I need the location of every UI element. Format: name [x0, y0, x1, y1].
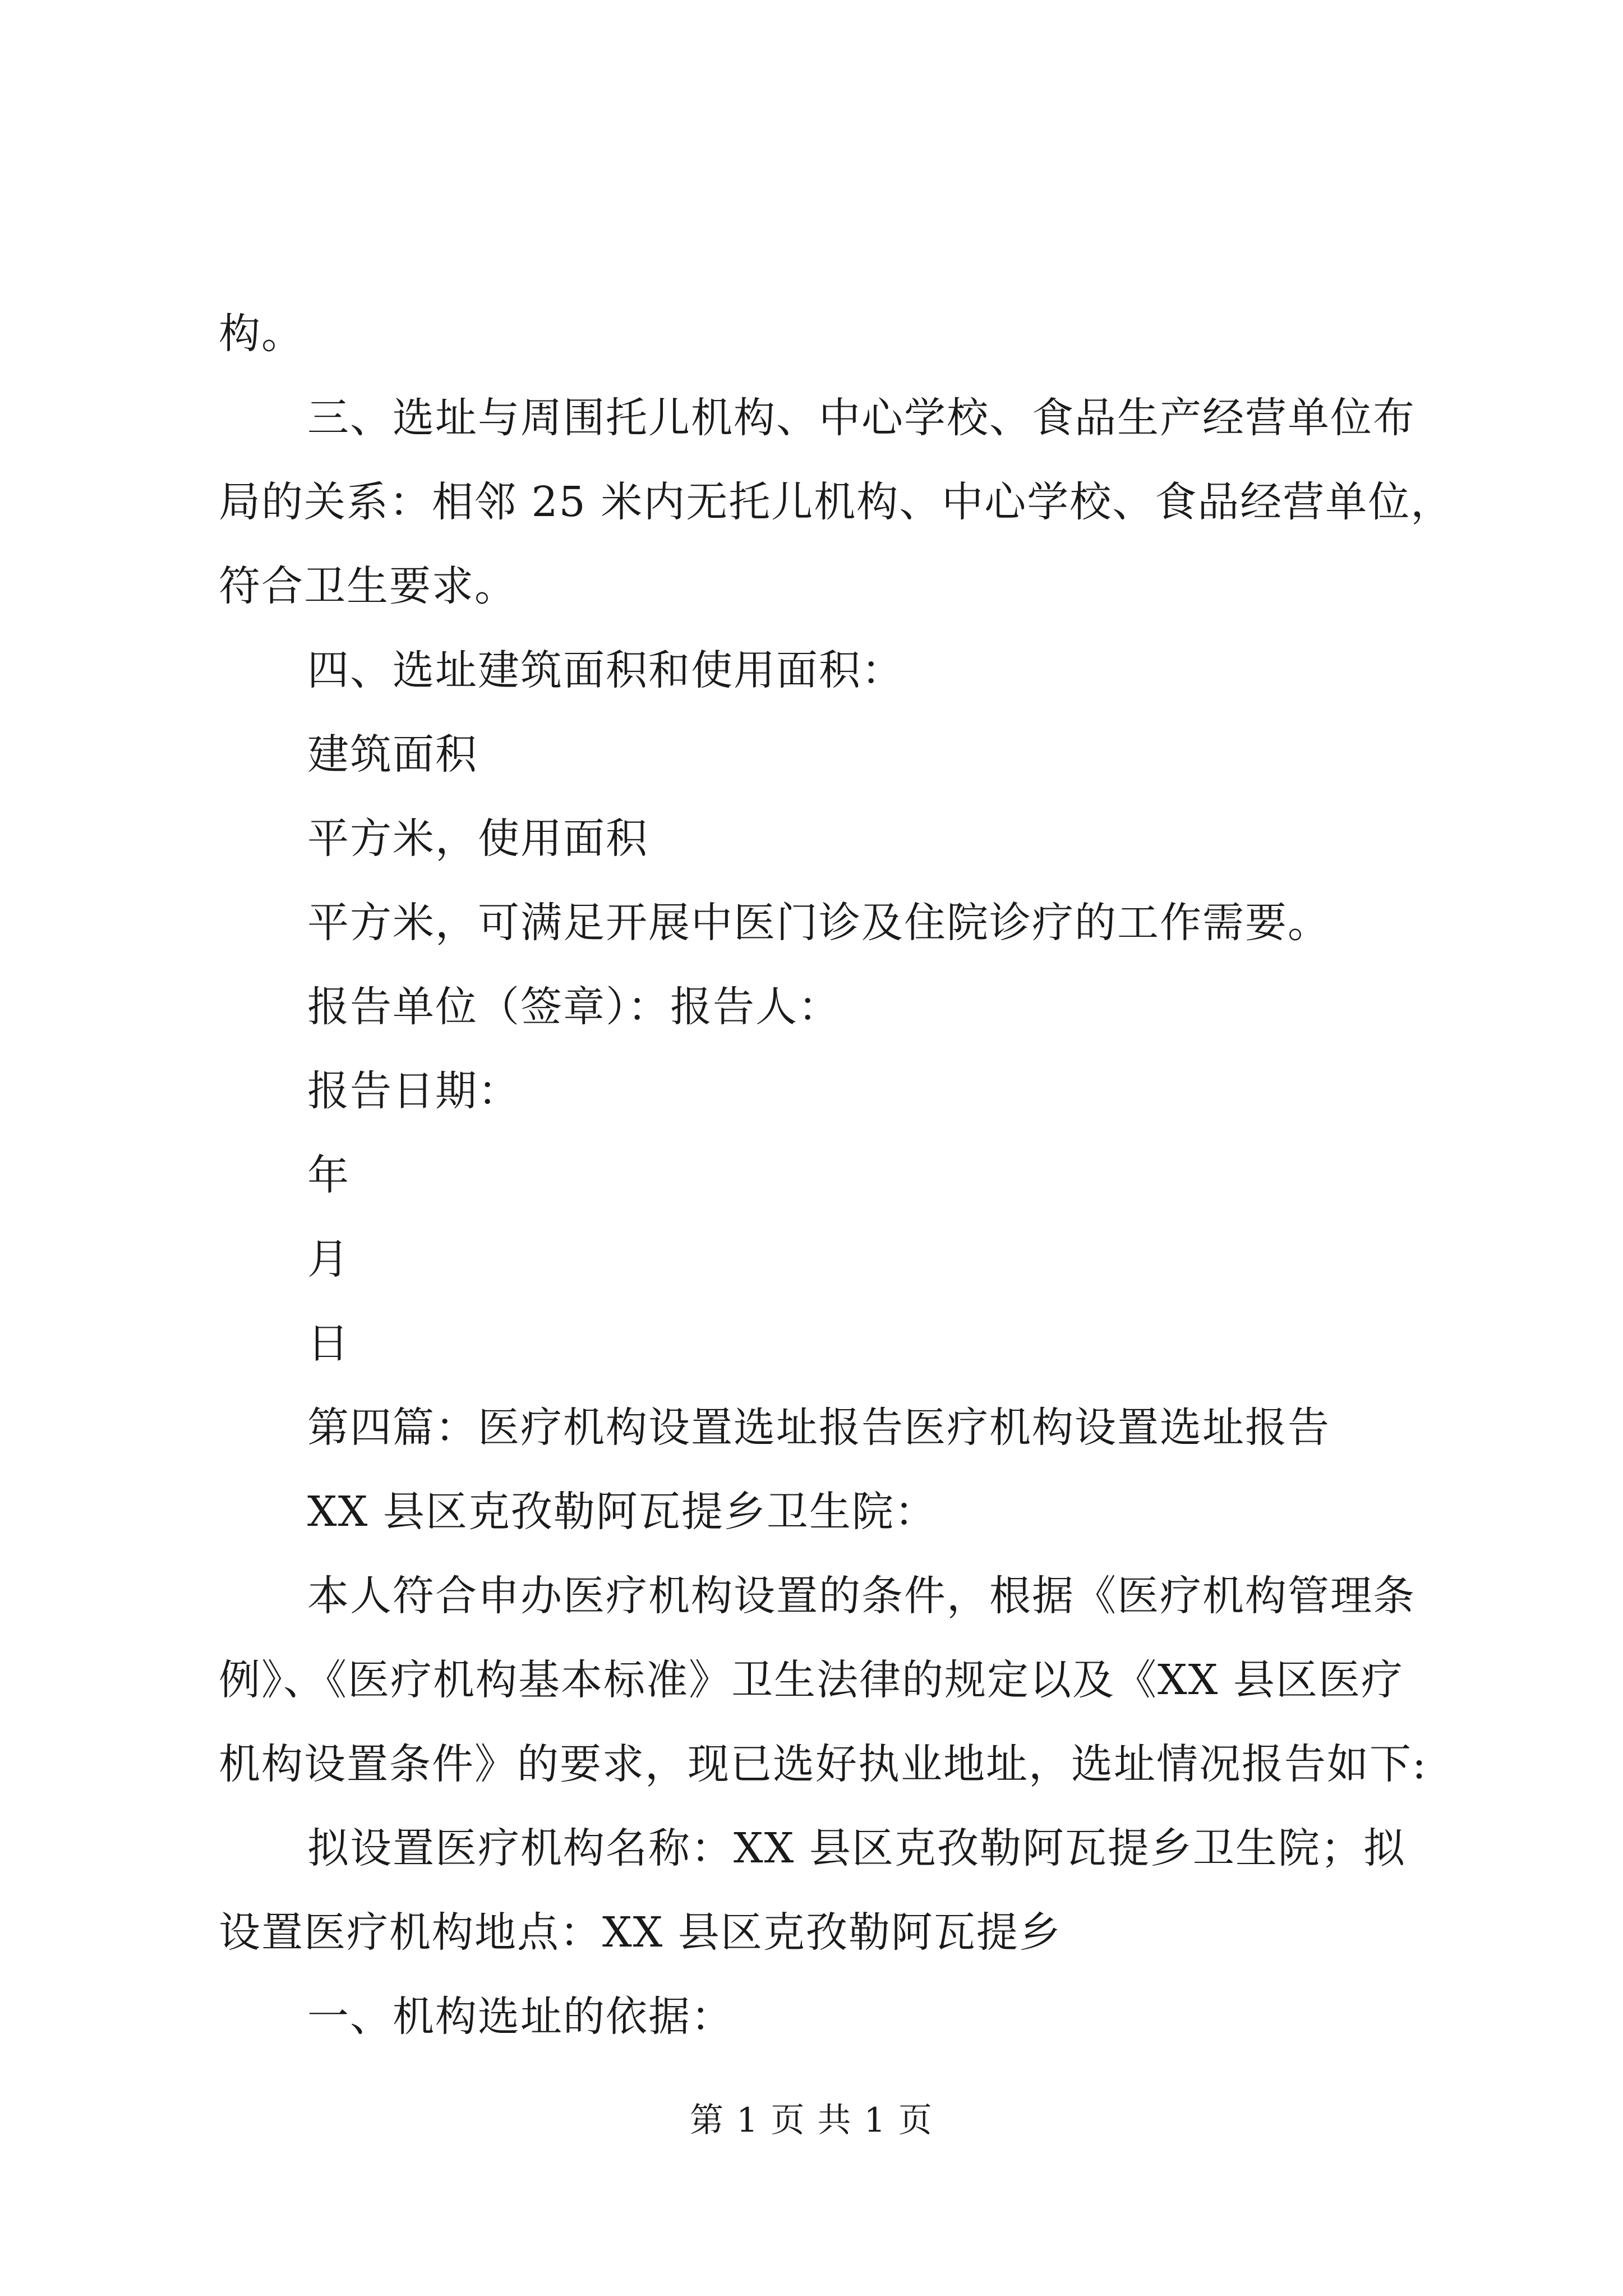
section-heading: 四、选址建筑面积和使用面积： [307, 646, 904, 694]
date-day: 日 [307, 1319, 350, 1368]
date-month: 月 [307, 1235, 350, 1283]
text-line: 符合卫生要求。 [219, 562, 517, 610]
text-line: 三、选址与周围托儿机构、中心学校、食品生产经营单位布 [307, 394, 1415, 442]
page-footer: 第 1 页 共 1 页 [690, 2101, 933, 2140]
text-line: 平方米，使用面积 [307, 815, 648, 863]
text-line: 局的关系：相邻 25 米内无托儿机构、中心学校、食品经营单位， [219, 478, 1454, 526]
text-line: 例》、《医疗机构基本标准》卫生法律的规定以及《XX 县区医疗 [219, 1656, 1404, 1704]
text-line: 建筑面积 [307, 730, 478, 779]
addressee: XX 县区克孜勒阿瓦提乡卫生院： [307, 1488, 937, 1536]
text-line: 设置医疗机构地点：XX 县区克孜勒阿瓦提乡 [219, 1908, 1062, 1957]
signature-line: 报告单位（签章）：报告人： [307, 983, 841, 1031]
section-heading: 一、机构选址的依据： [307, 1993, 734, 2041]
chapter-title: 第四篇：医疗机构设置选址报告医疗机构设置选址报告 [307, 1404, 1330, 1452]
text-line: 本人符合申办医疗机构设置的条件，根据《医疗机构管理条 [307, 1572, 1415, 1620]
document-body [219, 292, 1454, 2059]
report-date-label: 报告日期： [307, 1067, 520, 1115]
text-line: 机构设置条件》的要求，现已选好执业地址，选址情况报告如下: [219, 1740, 1427, 1788]
text-line: 拟设置医疗机构名称：XX 县区克孜勒阿瓦提乡卫生院；拟 [307, 1824, 1406, 1872]
text-line: 平方米，可满足开展中医门诊及住院诊疗的工作需要。 [307, 899, 1330, 947]
date-year: 年 [307, 1151, 350, 1199]
text-line: 构。 [219, 310, 304, 358]
